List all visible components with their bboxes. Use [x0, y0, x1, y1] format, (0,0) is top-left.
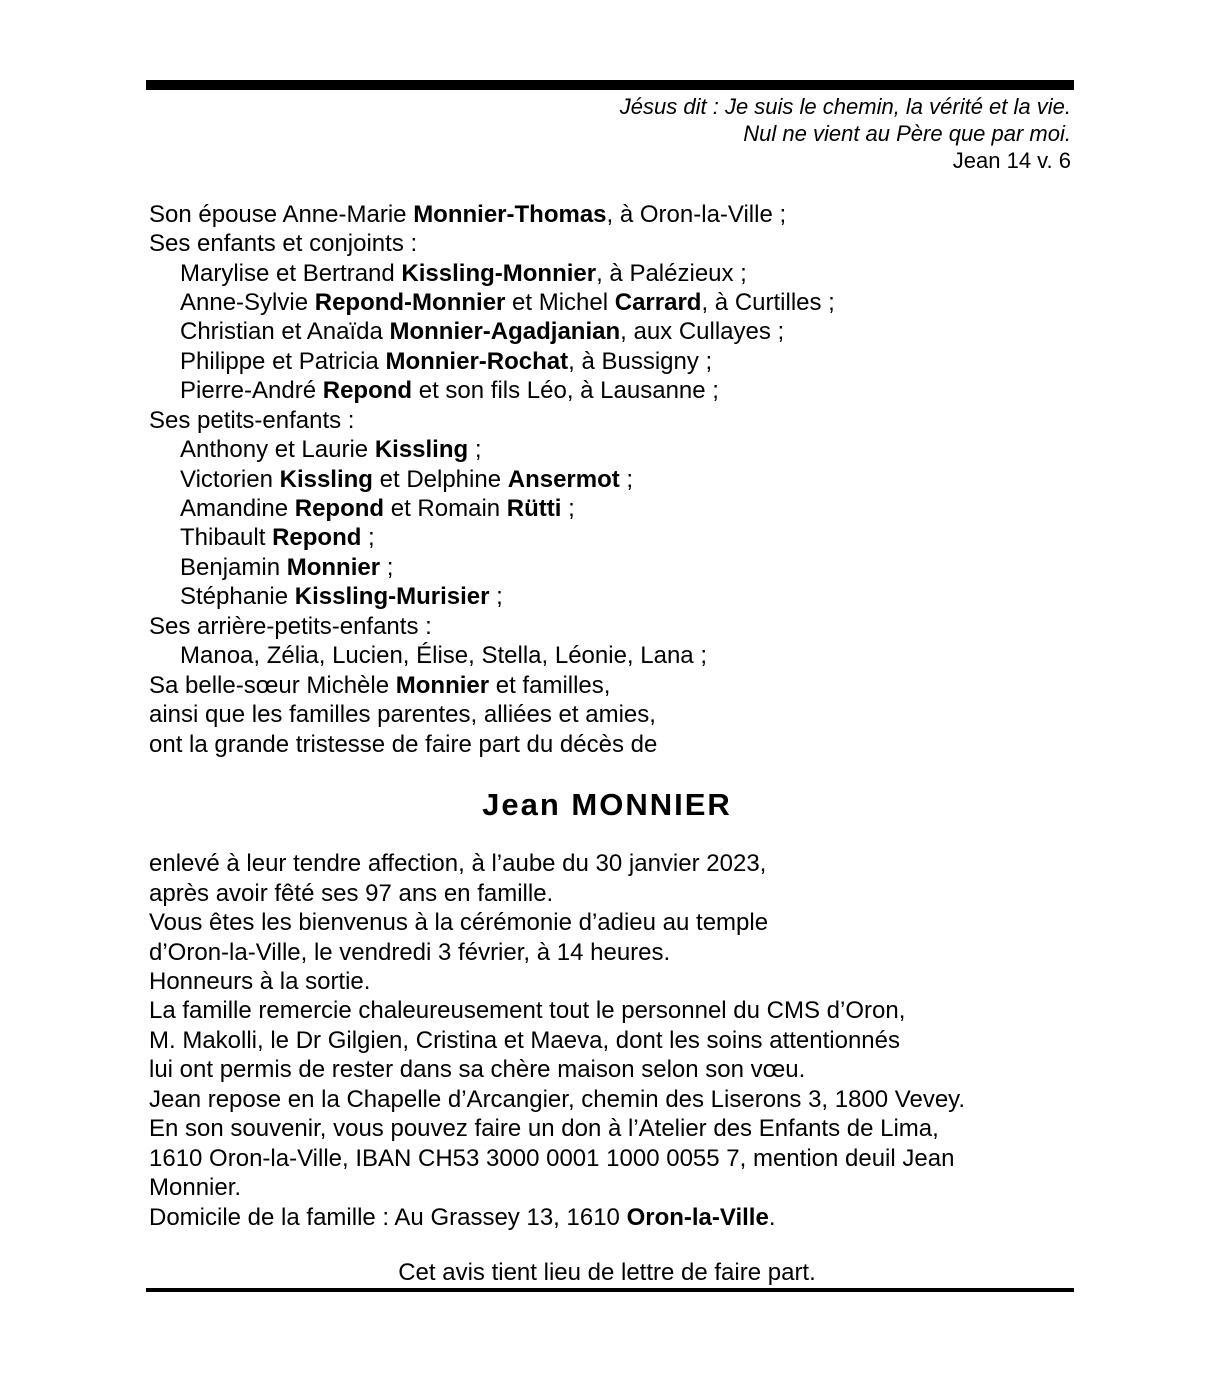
text-segment: et Delphine	[372, 466, 508, 493]
text-segment: Anthony et Laurie	[180, 436, 375, 463]
surname: Kissling-Monnier	[401, 260, 597, 287]
child-line	[180, 317, 784, 347]
text-segment: Christian et Anaïda	[180, 318, 390, 345]
body-line: En son souvenir, vous pouvez faire un don à l’Atelier des Enfants de Lima,	[149, 1115, 939, 1142]
surname: Kissling-Murisier	[294, 583, 490, 610]
text-segment: , aux Cullayes ;	[620, 318, 785, 345]
text-segment: Amandine	[180, 495, 295, 522]
bottom-rule	[146, 1288, 1074, 1292]
sister-in-law-line	[149, 671, 610, 701]
body-line: La famille remercie chaleureusement tout le personnel du CMS d’Oron,	[149, 997, 906, 1024]
surname: Monnier-Agadjanian	[389, 318, 621, 345]
body-line: M. Makolli, le Dr Gilgien, Cristina et Maeva, dont les soins attentionnés	[149, 1027, 900, 1054]
surname: Oron-la-Ville	[626, 1204, 769, 1231]
surname: Repond	[294, 495, 385, 522]
body-line: après avoir fêté ses 97 ans en famille.	[149, 880, 554, 907]
text-segment: Domicile de la famille : Au Grassey 13, 1610	[149, 1204, 627, 1231]
body-line: 1610 Oron-la-Ville, IBAN CH53 3000 0001 1000 0055 7, mention deuil Jean	[149, 1145, 955, 1172]
text-segment: Anne-Sylvie	[180, 289, 315, 316]
text-segment: Thibault	[180, 524, 273, 551]
surname: Carrard	[614, 289, 702, 316]
body-line: Honneurs à la sortie.	[149, 968, 371, 995]
grandchild-line	[180, 435, 482, 465]
surname: Monnier	[395, 672, 490, 699]
body-line: lui ont permis de rester dans sa chère maison selon son vœu.	[149, 1056, 806, 1083]
surname: Ansermot	[507, 466, 620, 493]
grandchild-line	[180, 523, 375, 553]
great-grandchildren-heading: Ses arrière-petits-enfants :	[149, 613, 432, 640]
deceased-name: Jean MONNIER	[482, 787, 732, 822]
grandchildren-heading: Ses petits-enfants :	[149, 407, 355, 434]
text-segment: Benjamin	[180, 554, 287, 581]
surname: Kissling	[279, 466, 373, 493]
text-segment: ;	[619, 466, 634, 493]
body-line: Jean repose en la Chapelle d’Arcangier, chemin des Liserons 3, 1800 Vevey.	[149, 1086, 966, 1113]
surname: Kissling	[374, 436, 469, 463]
body-line: enlevé à leur tendre affection, à l’aube du 30 janvier 2023,	[149, 850, 767, 877]
spouse-line	[149, 200, 786, 230]
child-line	[180, 376, 719, 406]
text-segment: Pierre-André	[180, 377, 323, 404]
text-segment: et Michel	[505, 289, 615, 316]
text-segment: Sa belle-sœur Michèle	[149, 672, 396, 699]
surname: Repond	[272, 524, 362, 551]
body-line: Monnier.	[149, 1174, 242, 1201]
text-segment: ;	[489, 583, 503, 610]
verse-line-2: Nul ne vient au Père que par moi.	[743, 121, 1071, 146]
verse-line-1: Jésus dit : Je suis le chemin, la vérité et la vie.	[619, 94, 1071, 119]
text-segment: Victorien	[180, 466, 280, 493]
text-segment: , à Curtilles ;	[701, 289, 835, 316]
verse-reference: Jean 14 v. 6	[952, 148, 1071, 173]
text-segment: , à Oron-la-Ville ;	[606, 201, 787, 228]
text-segment: , à Bussigny ;	[568, 348, 713, 375]
child-line	[180, 288, 835, 318]
text-segment: ;	[361, 524, 375, 551]
children-heading: Ses enfants et conjoints :	[149, 230, 418, 257]
announce-line: ont la grande tristesse de faire part du décès de	[149, 731, 658, 758]
text-segment: Stéphanie	[180, 583, 295, 610]
surname: Monnier-Thomas	[413, 201, 607, 228]
grandchild-line	[180, 465, 633, 495]
body-line: Vous êtes les bienvenus à la cérémonie d’adieu au temple	[149, 909, 769, 936]
surname: Monnier	[286, 554, 381, 581]
text-segment: ;	[561, 495, 575, 522]
text-segment: Marylise et Bertrand	[180, 260, 402, 287]
body-line: d’Oron-la-Ville, le vendredi 3 février, à 14 heures.	[149, 939, 671, 966]
text-segment: , à Palézieux ;	[596, 260, 747, 287]
text-segment: et Romain	[384, 495, 507, 522]
domicile-line	[149, 1203, 776, 1233]
text-segment: .	[768, 1204, 776, 1231]
great-grandchildren-line: Manoa, Zélia, Lucien, Élise, Stella, Léonie, Lana ;	[180, 642, 707, 669]
surname: Rütti	[506, 495, 562, 522]
child-line	[180, 347, 712, 377]
grandchild-line	[180, 582, 503, 612]
text-segment: Son épouse Anne-Marie	[149, 201, 414, 228]
surname: Repond-Monnier	[314, 289, 506, 316]
text-segment: Philippe et Patricia	[180, 348, 386, 375]
child-line	[180, 259, 747, 289]
text-segment: ;	[380, 554, 394, 581]
surname: Repond	[322, 377, 413, 404]
text-segment: et familles,	[489, 672, 611, 699]
text-segment: ;	[468, 436, 482, 463]
grandchild-line	[180, 553, 393, 583]
grandchild-line	[180, 494, 575, 524]
surname: Monnier-Rochat	[385, 348, 569, 375]
families-line: ainsi que les familles parentes, alliées et amies,	[149, 701, 656, 728]
text-segment: et son fils Léo, à Lausanne ;	[412, 377, 719, 404]
closing-note: Cet avis tient lieu de lettre de faire part.	[398, 1259, 816, 1286]
top-rule	[146, 80, 1074, 90]
